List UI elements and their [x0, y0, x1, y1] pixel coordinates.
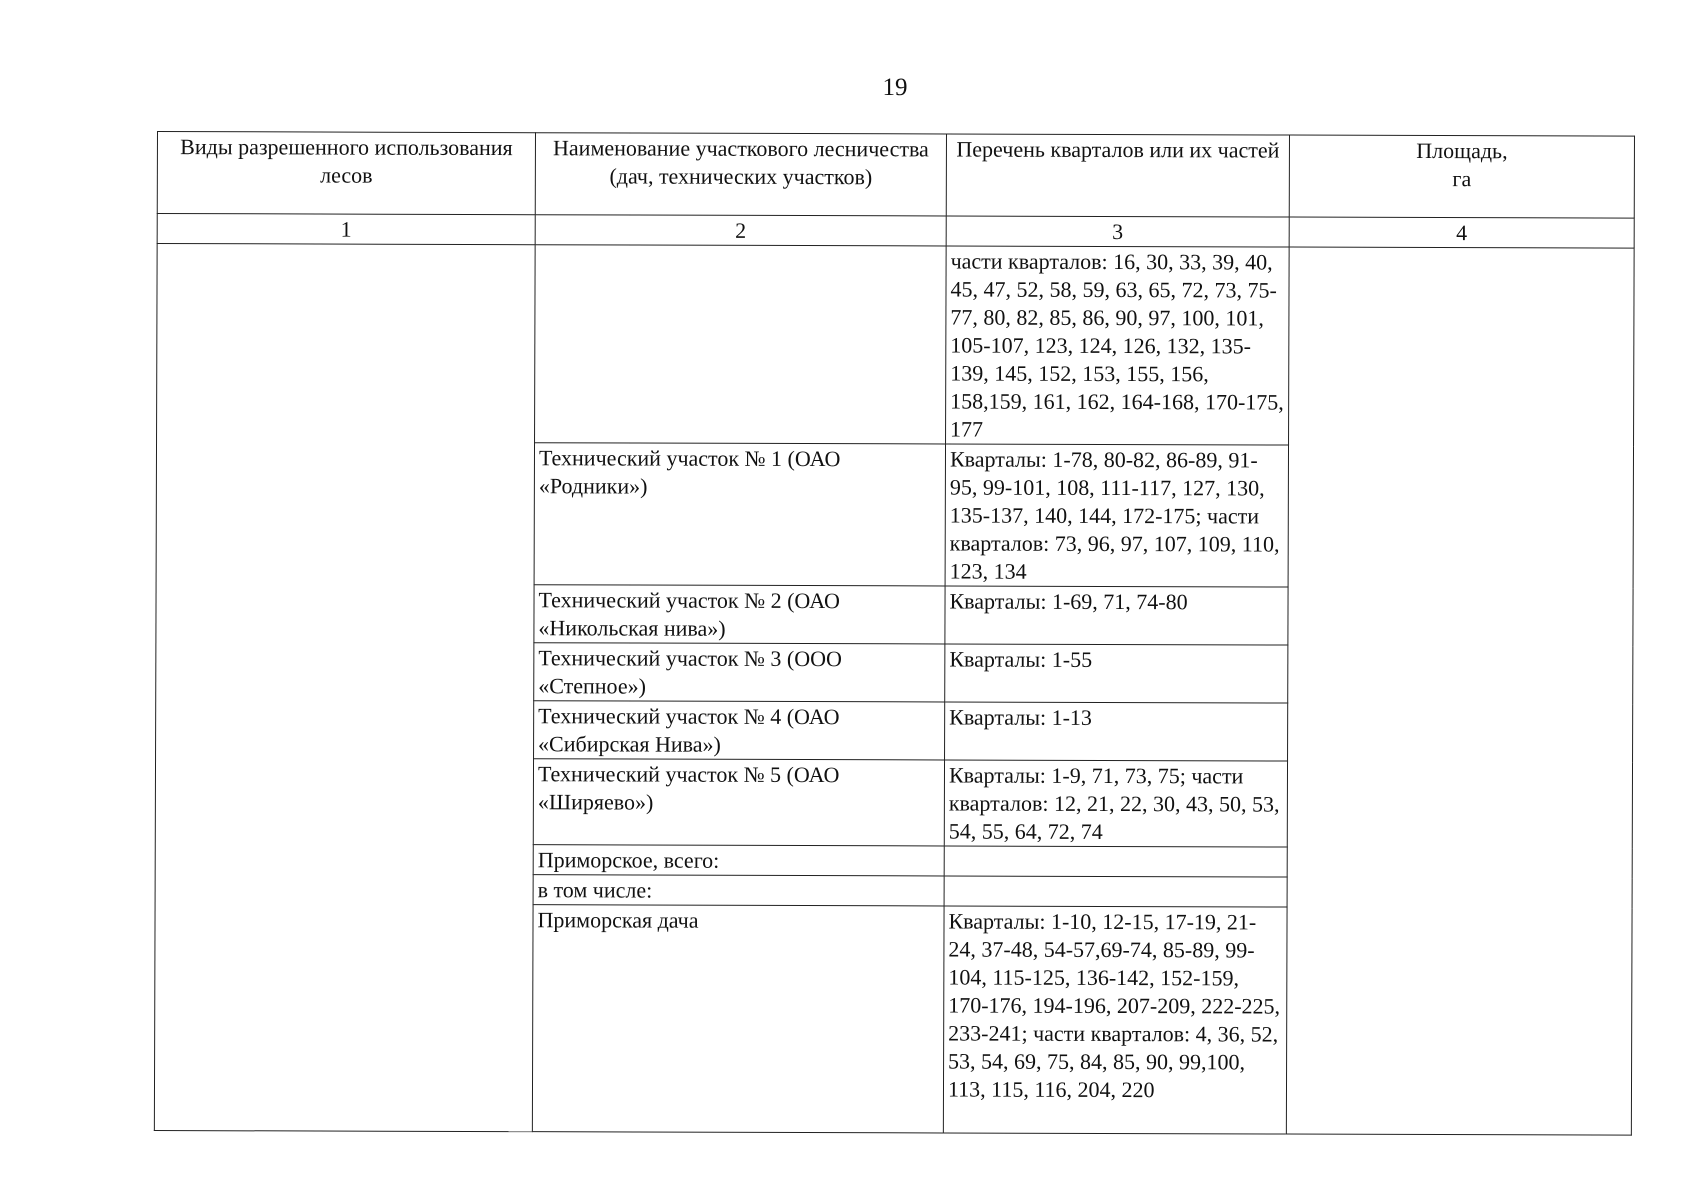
quarters-cell: части кварталов: 16, 30, 33, 39, 40, 45, 47, 52, 58, 59, 63, 65, 72, 73, 75-77, 80, 82, 85, 86, 90, 97, 100, 101, 105-107, 123, 124, 126, 132, 135-139, 145, 152, 153, 155, 156, 158,159, 161, 162, 164-168, 170-175, 177: [946, 246, 1290, 445]
forest-use-table: [154, 131, 1635, 1136]
forestry-name-cell: [535, 245, 947, 444]
page-number: 19: [882, 74, 908, 101]
table-row: [157, 244, 1635, 447]
header-area: Площадь, га: [1289, 135, 1634, 218]
header-use-type: Виды разрешенного использования лесов: [157, 132, 535, 215]
header-quarters-list: Перечень кварталов или их частей: [946, 134, 1289, 217]
forestry-name-cell: Технический участок № 2 (ОАО «Никольская нива»): [534, 585, 945, 644]
forestry-name-cell: Технический участок № 4 (ОАО «Сибирская Нива»): [534, 701, 945, 760]
column-number: 2: [535, 215, 946, 246]
column-number: 4: [1289, 217, 1634, 248]
quarters-cell: Кварталы: 1-69, 71, 74-80: [945, 586, 1288, 645]
forestry-name-cell: Технический участок № 5 (ОАО «Ширяево»): [533, 759, 944, 846]
header-forestry-name: Наименование участкового лесничества (дач, технических участков): [535, 133, 946, 216]
quarters-cell: Кварталы: 1-13: [945, 702, 1288, 761]
quarters-cell: [944, 846, 1287, 877]
quarters-cell: Кварталы: 1-78, 80-82, 86-89, 91-95, 99-101, 108, 111-117, 127, 130, 135-137, 140, 144, 172-175; части кварталов: 73, 96, 97, 107, 109, 110, 123, 134: [945, 444, 1288, 587]
use-type-cell: [154, 244, 535, 1132]
quarters-cell: Кварталы: 1-55: [945, 644, 1288, 703]
forestry-name-cell: Приморское, всего:: [533, 845, 944, 876]
column-number-row: [157, 214, 1634, 249]
forestry-name-cell: Технический участок № 3 (ООО «Степное»): [534, 643, 945, 702]
forestry-name-cell: Приморская дача: [532, 905, 944, 1133]
column-number: 3: [946, 216, 1289, 247]
area-cell: [1286, 247, 1634, 1135]
header-row: [157, 132, 1634, 219]
quarters-cell: Кварталы: 1-9, 71, 73, 75; части кварталов: 12, 21, 22, 30, 43, 50, 53, 54, 55, 64, 72, 74: [944, 760, 1287, 847]
forestry-name-cell: Технический участок № 1 (ОАО «Родники»): [534, 443, 945, 586]
forestry-name-cell: в том числе:: [533, 875, 944, 906]
quarters-cell: Кварталы: 1-10, 12-15, 17-19, 21-24, 37-48, 54-57,69-74, 85-89, 99-104, 115-125, 136-142, 152-159, 170-176, 194-196, 207-209, 222-225, 233-241; части кварталов: 4, 36, 52, 53, 54, 69, 75, 84, 85, 90, 99,100, 113, 115, 116, 204, 220: [943, 906, 1287, 1134]
column-number: 1: [157, 214, 535, 245]
quarters-cell: [944, 876, 1287, 907]
